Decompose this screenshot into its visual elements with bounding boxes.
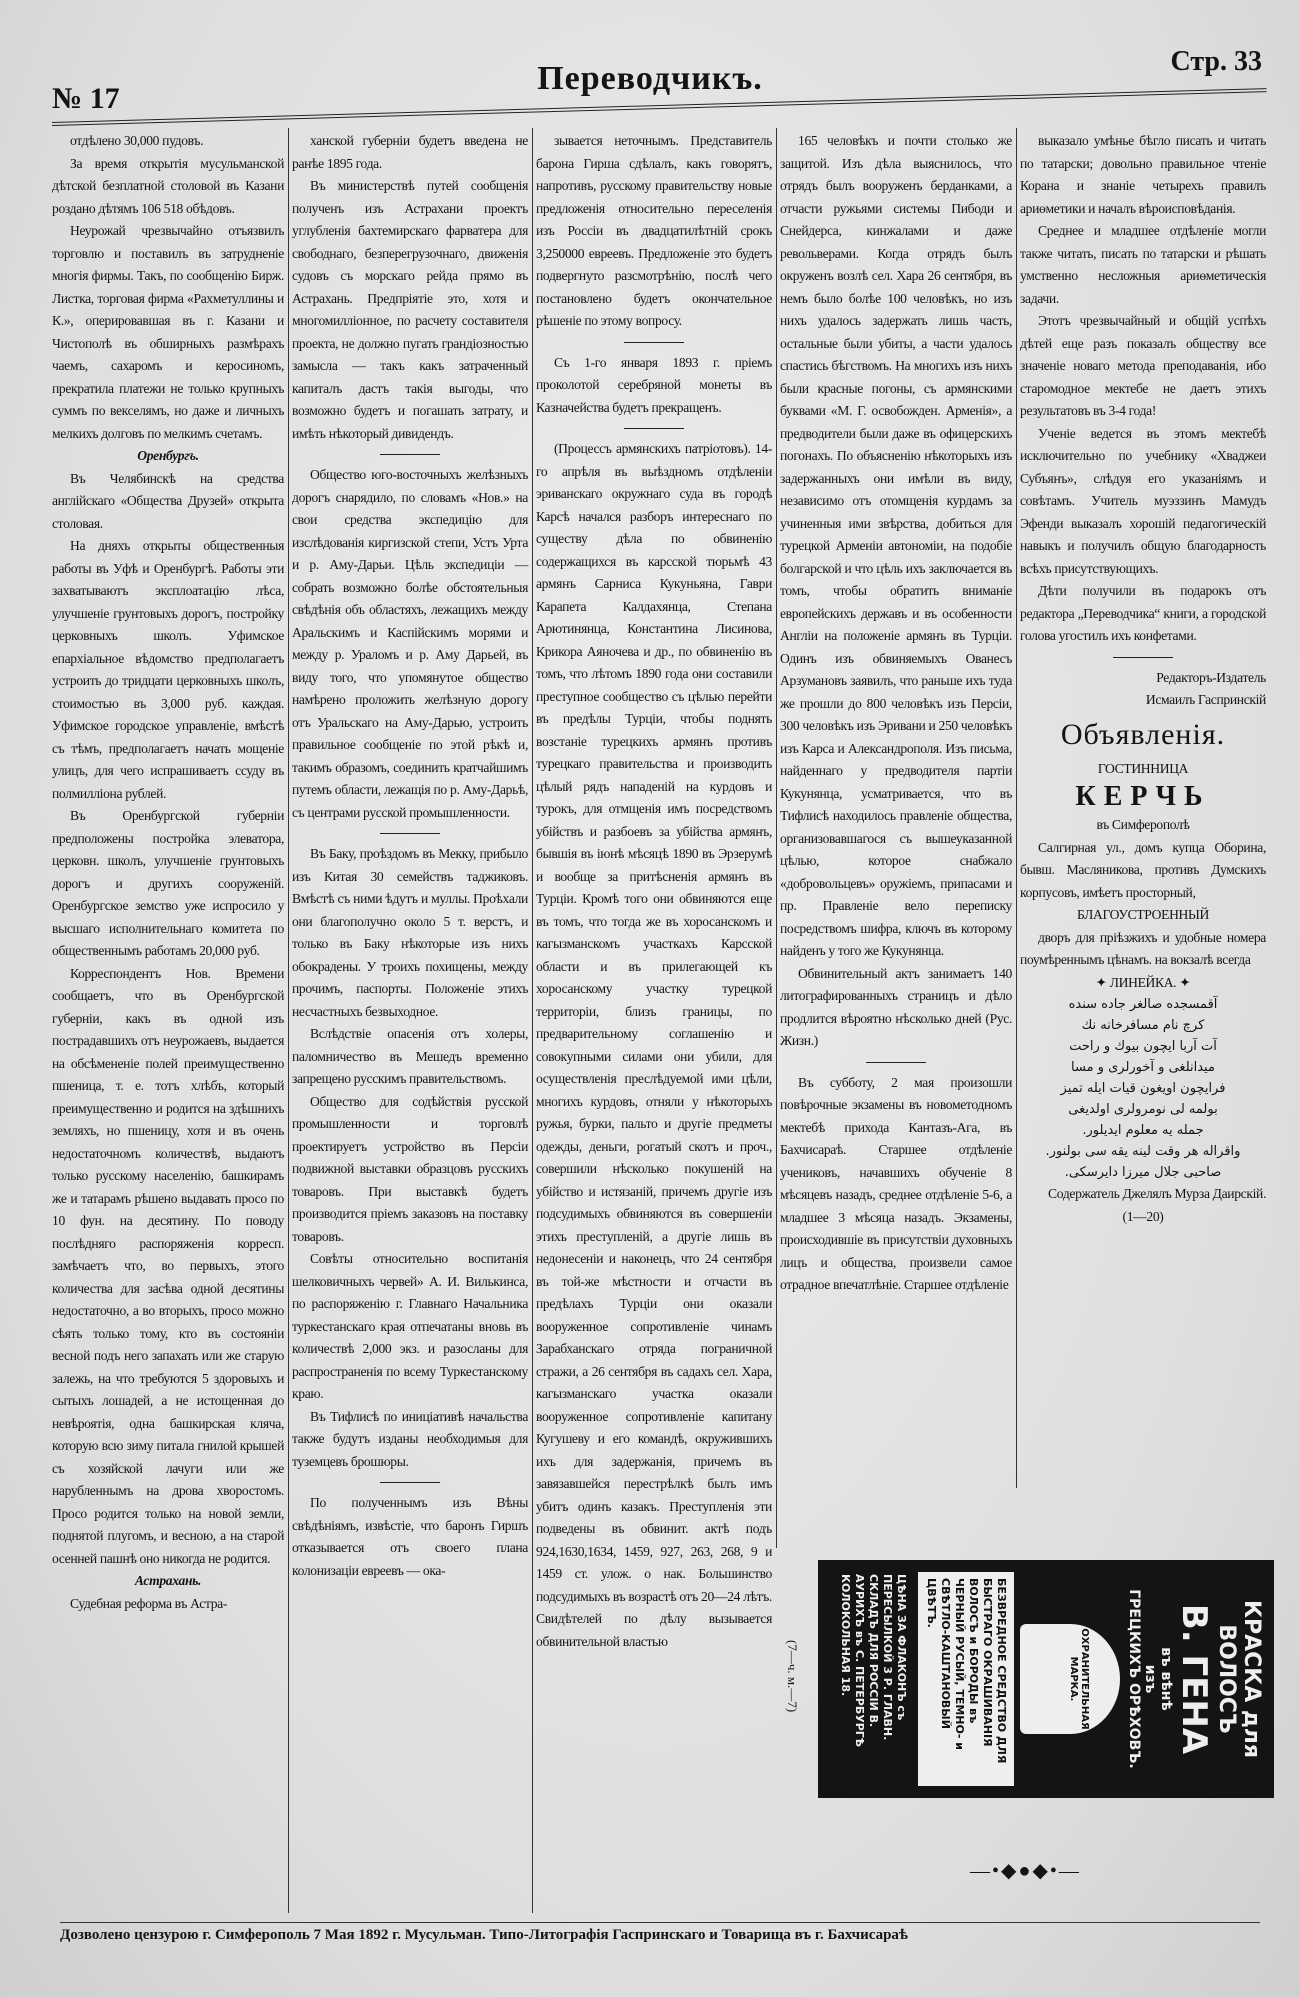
text-block: Въ субботу, 2 мая произошли повѣрочные экзамены въ новометодномъ мектебѣ прихода Кантазъ-Ага, въ Бахчисараѣ. Старшее отдѣленіе учениковъ, начавшихъ обученіе 8 мѣсяцевъ назадъ, среднее отдѣленіе 5-6, а младшее 3 мѣсяца назадъ. Экзамены, происходившіе въ присутствіи духовныхъ лицъ и общества, произвели самое отрадное впечатлѣніе. Старшее отдѣленіе <box>780 1074 1012 1292</box>
ornament-divider: —•◆●◆•— <box>970 1860 1081 1882</box>
ad-nuts: ГРЕЦКИХЪ ОРѢХОВЪ. <box>1126 1589 1142 1769</box>
article-separator <box>380 833 440 834</box>
text-block: Въ Оренбургской губерніи предположены постройка элеватора, церковн. школъ, улучшеніе грунтовыхъ дорогъ и другихъ сооруженій. Оренбургское земство уже испросило у высшаго исполнительнаго комитета по общественнымъ работамъ 20,000 руб. <box>52 808 284 958</box>
text-block: Обвинительный актъ занимаетъ 140 литографированныхъ страницъ и дѣло продлится вѣроятно нѣсколько дней (Рус. Жизн.) <box>780 965 1012 1048</box>
article-separator <box>624 428 684 429</box>
text-block: کرچ نام مسافرخانه نك <box>1081 1018 1205 1033</box>
text-block: Салгирная ул., домъ купца Оборина, бывш. Масляникова, противъ Думскихъ корпусовъ, имѣетъ просторный, <box>1020 839 1266 900</box>
section-heading: Астрахань. <box>134 1573 202 1588</box>
masthead: Переводчикъ. <box>537 60 763 97</box>
article-separator <box>380 1482 440 1483</box>
text-block: آقمسجده صالغر جاده سنده <box>1068 997 1218 1012</box>
section-heading: Оренбургъ. <box>137 448 199 463</box>
text-block: Общество юго-восточныхъ желѣзныхъ дорогъ снарядило, по словамъ «Нов.» на свои средства экспедицію для изслѣдованія киргизской степи, Устъ Урта и р. Аму-Дарьи. Цѣль экспедиціи — собрать возможно болѣе обстоятельныя свѣдѣнія объ областяхъ, лежащихъ между Аральскимъ и Каспійскимъ морями и между р. Ураломъ и р. Аму Дарьей, въ виду того, что упомянутое общество намѣрено проложить желѣзную дорогу отъ Уральскаго на Аму-Дарью, устроить правильное сообщеніе по этой рѣкѣ и, такимъ образомъ, соединить кратчайшимъ путемъ области, лежащія по р. Аму-Дарьѣ, съ центрами русской промышленности. <box>292 467 528 820</box>
advertisements-heading: Объявленія. <box>1060 717 1226 751</box>
text-block: ханской губерніи будетъ введена не ранѣе 1895 года. <box>292 133 528 171</box>
text-block: Этотъ чрезвычайный и общій успѣхъ дѣтей еще разъ показалъ обществу все значеніе новаго метода преподаванія, ибо старомодное мектебе не даетъ этихъ результатовъ въ 3-4 года! <box>1020 313 1266 418</box>
text-block: Въ Челябинскѣ на средства англійскаго «Общества Друзей» открыта столовая. <box>52 470 284 531</box>
column-divider <box>776 128 777 1548</box>
column-divider <box>288 128 289 1913</box>
text-block: بولمه لى نومرولرى اولديغى <box>1068 1102 1218 1117</box>
ad-code: (7—ч. м.—7) <box>785 1640 800 1713</box>
text-block: Среднее и младшее отдѣленіе могли также читать, писать по татарски и рѣшать умственно несложныя ариѳметическія задачи. <box>1020 223 1266 306</box>
text-block: Ученіе ведется въ этомъ мектебѣ исключительно по учебнику «Хваджеи Субъянъ», слѣдуя его указаніямъ и совѣтамъ. Учитель муэззинъ Мамудъ Эфенди выказалъ хорошій педагогическій навыкъ и получилъ общую благодарность всѣхъ присутствующихъ. <box>1020 425 1266 576</box>
text-block: جمله يه معلوم ايديلور. <box>1082 1123 1204 1138</box>
text-block: Совѣты относительно воспитанія шелковичныхъ червей» А. И. Вилькинса, по распоряженію г. Главнаго Начальника туркестанскаго края отпечатаны вновь въ количествѣ 2,000 экз. и разосланы для распространенія по всему Туркестанскому краю. <box>292 1251 528 1401</box>
column-2 <box>292 130 528 1582</box>
column-1 <box>52 130 284 1615</box>
text-block: Исмаилъ Гаспринскій <box>1145 692 1266 707</box>
ad-from: изъ <box>1142 1664 1158 1694</box>
text-block: ميدانلغى و آخورلرى و مسا <box>1071 1060 1215 1075</box>
text-block: Редакторъ-Издатель <box>1156 669 1266 685</box>
column-4 <box>780 130 1012 1297</box>
ad-brand: В. ГЕНА <box>1174 1603 1214 1755</box>
text-block: выказало умѣнье бѣгло писать и читать по татарски; довольно правильное чтеніе Корана и знаніе четырехъ правилъ ариѳметики и началъ вѣроисповѣданія. <box>1020 133 1266 216</box>
text-block: въ Симферополѣ <box>1096 817 1190 832</box>
text-block: КЕРЧЬ <box>1075 781 1211 812</box>
text-block: 165 человѣкъ и почти столько же защитой. Изъ дѣла выяснилось, что отрядъ былъ вооруженъ берданками, а отчасти ружьями системы Пибоди и Снейдерса, кинжалами и даже револьверами. Когда отрядъ былъ окруженъ возлѣ сел. Хара 26 сентября, въ немъ было болѣе 100 человѣкъ, но изъ нихъ удалось задержать лишь часть, остальные были убиты, а части удалось спастись бѣгствомъ. На многихъ изъ нихъ были красные погоны, съ армянскими буквами «М. Г. освобожден. Арменія», а предводители были даже въ офицерскихъ погонахъ. По объясненію нѣкоторыхъ изъ задержанныхъ они имѣли въ виду, независимо отъ отомщенія курдамъ за учиненныя ими звѣрства, добиться для турецкой Арменіи автономіи, на подобіе болгарской и что цѣль ихъ заключается въ томъ, чтобы обратить вниманіе европейскихъ державъ и въ особенности Англіи на положеніе армянъ въ Турціи. Одинъ изъ обвиняемыхъ Ованесъ Арзумановъ заявилъ, что раньше ихъ туда же прошли до 800 человѣкъ изъ Персіи, 300 человѣкъ изъ Эривани и 250 человѣкъ изъ Карса и Александрополя. Изъ письма, найденнаго у предводителя партіи Кукунянца, усматривается, что въ Тифлисѣ находилось правленіе общества, организовавшагося съ вышеуказанной цѣлью, которое снабжало «добровольцевъ» оружіемъ, припасами и пр. Правленіе вело переписку посредствомъ шифра, ключъ въ которому найденъ у того же Кукунянца. <box>780 133 1012 958</box>
text-block: Неурожай чрезвычайно отъязвилъ торговлю и поставилъ въ затрудненіе многія фирмы. Такъ, по сообщенію Бирж. Листка, торговая фирма «Рахметуллины и К.», оперировавшая въ г. Казани и Чистополѣ въ обширныхъ размѣрахъ чаемъ, сахаромъ и керосиномъ, прекратила платежи не только крупныхъ суммъ по векселямъ, но даже и личныхъ мелкихъ долговъ по мелкимъ счетамъ. <box>52 223 284 441</box>
ad-price: ЦѢНА ЗА ФЛАКОНЪ съ ПЕРЕСЫЛКОЙ 3 Р. ГЛАВН. СКЛАДЪ ДЛЯ РОССІИ В. АУРИХЪ въ С. ПЕТЕРБУРГѢ КОЛОКОЛЬНАЯ 18. <box>839 1574 908 1748</box>
text-block: ГОСТИННИЦА <box>1097 760 1189 776</box>
ad-title: КРАСКА для ВОЛОСЪ <box>1214 1600 1264 1758</box>
column-divider <box>1016 128 1017 1488</box>
article-separator <box>624 342 684 343</box>
trademark-emblem <box>1020 1624 1120 1734</box>
text-block: آت آربا ايچون بيوك و راحت <box>1069 1039 1217 1054</box>
text-block: зывается неточнымъ. Представитель барона Гирша сдѣлалъ, какъ говорятъ, напротивъ, русскому правительству новые предложенія относительно переселенія изъ Россіи въ двадцатилѣтній срокъ 3,250000 евреевъ. Предложеніе это будетъ подвергнуто разсмотрѣнію, послѣ чего постановлено будетъ окончательное рѣшеніе по этому вопросу. <box>536 133 772 328</box>
column-5 <box>1020 130 1266 1228</box>
column-divider <box>532 128 533 1913</box>
article-separator <box>866 1062 926 1063</box>
text-block: Содержатель Джелялъ Мурза Даирскій. <box>1048 1186 1266 1201</box>
text-block: отдѣлено 30,000 пудовъ. <box>70 133 204 148</box>
article-separator <box>380 454 440 455</box>
text-block: Общество для содѣйствія русской промышленности и торговлѣ проектируетъ устройство въ Персіи подвижной выставки образцовъ русскихъ товаровъ. При выставкѣ будетъ производится пріемъ заказовъ на поставку товаровъ. <box>292 1093 528 1244</box>
text-block: Въ Тифлисѣ по иниціативѣ начальства также будутъ изданы необходимыя для туземцевъ брошюры. <box>292 1408 528 1469</box>
text-block: Судебная реформа въ Астра- <box>70 1595 228 1611</box>
ad-description: БЕЗВРЕДНОЕ СРЕДСТВО ДЛЯ БЫСТРАГО ОКРАШИВАНІЯ ВОЛОСЪ и БОРОДЫ въ ЧЕРНЫЙ РУСЫЙ, ТЕМНО- и СВѢТЛО-КАШТАНОВЫЙ ЦВѢТЪ. <box>918 1572 1014 1786</box>
text-block: (1—20) <box>1122 1208 1164 1224</box>
censor-footer: Дозволено цензурою г. Симферополь 7 Мая 1892 г. Мусульман. Типо-Литографія Гаспринскаго и Товарища въ г. Бахчисараѣ <box>60 1922 1260 1944</box>
text-block: صاحبى جلال ميرزا دايرسكى. <box>1064 1165 1222 1180</box>
text-block: (Процессъ армянскихъ патріотовъ). 14-го апрѣля въ выѣздномъ отдѣленіи эриванскаго окружнаго суда въ городѣ Карсѣ начался разборъ интереснаго по существу дѣла по обвиненію содержащихся въ карсской тюрьмѣ 43 армянъ Сарниса Кукуньяна, Гаври Карапета Калдахянца, Степана Арютинянца, Константина Лисинова, Крикора Аяночева и др., по обвиненію въ томъ, что лѣтомъ 1890 года они составили преступное сообщество съ цѣлью перейти въ предѣлы Турціи, чтобы поднять возстаніе турецкихъ армянъ противъ турецкаго правительства и производить цѣлый рядъ нападеній на курдовъ и турокъ, для отмщенія имъ посредствомъ убійствъ и разбоевъ за убійства армянъ, бывшія въ іюнѣ мѣсяцѣ 1890 въ Эрзерумѣ и вообще за притѣсненія армянъ въ Турціи. Кромѣ того они обвиняются еще въ томъ, что тогда же въ хоросанскомъ и кагызманскомъ участкахъ Карсской области и въ прилегающей къ хоросанскому участку турецкой территоріи, близъ границы, по предварительному соглашенію и совокупными силами они убили, для осуществленія преслѣдуемой ими цѣли, многихъ курдовъ, отняли у нѣкоторыхъ ружья, бурки, пальто и другіе предметы одежды, деньги, рогатый скотъ и проч., совершили нѣсколько покушеній на убійство и истязаній, причемъ другіе изъ подсудимыхъ обвиняются въ совершеніи этихъ преступленій, а другіе лишь въ недонесеніи и наконецъ, что 24 сентября въ той-же мѣстности и отчасти въ предѣлахъ Турціи они оказали вооруженное сопротивленіе чинамъ Зарабханскаго отряда пограничной стражи, а 26 сентября въ садахъ сел. Хара, кагызманскаго участка оказали вооруженное сопротивленіе капитану Кугушеву и его командѣ, окружившихъ ихъ для задержанія, причемъ въ завязавшейся перестрѣлкѣ былъ имъ убитъ одинъ казакъ. Преступленія эти подведены въ обвинит. актѣ подъ 924,1630,1634, 1459, 927, 263, 268, 9 и 1459 ст. улож. о нак. Большинство подсудимыхъ въ возрастѣ отъ 20—24 лѣтъ. Свидѣтелей по дѣлу вызывается обвинительной властью <box>536 441 772 1649</box>
text-block: дворъ для пріѣзжихъ и удобные номера поумѣреннымъ цѣнамъ. на вокзалѣ всегда <box>1020 929 1266 967</box>
text-block: واقراله هر وقت لينه يقه سى بولنور. <box>1045 1144 1241 1159</box>
issue-number: № 17 <box>52 82 120 115</box>
text-block: По полученнымъ изъ Вѣны свѣдѣніямъ, извѣстіе, что баронъ Гиршъ отказывается отъ своего плана колонизаціи евреевъ — ока- <box>292 1495 528 1578</box>
text-block: ✦ ЛИНЕЙКА. ✦ <box>1095 974 1191 990</box>
ad-mark-label: ОХРАНИТЕЛЬНАЯ МАРКА. <box>1068 1628 1090 1730</box>
page-number: Стр. 33 <box>1170 46 1262 77</box>
article-separator <box>1113 657 1173 658</box>
text-block: Корреспондентъ Нов. Времени сообщаетъ, что въ Оренбургской губерніи, какъ въ одной изъ пострадавшихъ отъ неурожаевъ, выдается на обсѣмененіе полей преимущественно пшеница, т. е. тотъ хлѣбъ, который преимущественно и родится на здѣшнихъ земляхъ, но пшеницу, хотя и въ очень недостаточномъ количествѣ, выдаютъ только русскому населенію, башкирамъ же и татарамъ рѣшено выдавать просо по 10 фун. на десятину. По поводу послѣдняго распоряженія корресп. замѣчаетъ что, во первыхъ, этого количества для засѣва одной десятины недостаточно, а во вторыхъ, просо можно сѣять только тому, кто въ состояніи весной подъ него запахать или же старую залежь, на что требуются 5 здоровыхъ и сытыхъ лошадей, а не истощенная до невѣроятія, одна башкирская кляча, которую всю зиму питала гнилой крышей съ хозяйской лачуги или же нарубленнымъ на дрова хворостомъ. Просо родится только на новой земли, поднятой плугомъ, и весною, а на старой осенней пашнѣ оно никогда не родится. <box>52 965 284 1566</box>
text-block: فرايچون اويغون قيات ايله تميز <box>1060 1081 1226 1096</box>
text-block: На дняхъ открыты общественныя работы въ Уфѣ и Оренбургѣ. Работы эти захватываютъ эксплоатацію лѣса, улучшеніе грунтовыхъ дорогъ, постройку церковныхъ школъ. Уфимское епархіальное вѣдомство предполагаетъ устроить до тридцати церковныхъ школъ, стоимостью въ 3,000 руб. каждая. Уфимское городское управленіе, вмѣстѣ съ тѣмъ, предполагаетъ начать мощеніе улицъ, для чего испрашиваетъ ссуду въ полмилліона рублей. <box>52 538 284 801</box>
hair-dye-advertisement <box>818 1560 1274 1798</box>
text-block: Дѣти получили въ подарокъ отъ редактора „Переводчика“ книги, а городской голова угостилъ ихъ конфетами. <box>1020 583 1266 643</box>
text-block: Съ 1-го января 1893 г. пріемъ проколотой серебряной монеты въ Казначейства будетъ прекращенъ. <box>536 354 772 415</box>
text-block: БЛАГОУСТРОЕННЫЙ <box>1077 907 1209 922</box>
text-block: За время открытія мусульманской дѣтской безплатной столовой въ Казани роздано дѣтямъ 106 518 обѣдовъ. <box>52 155 284 216</box>
ad-city: въ вѣнѣ <box>1158 1647 1174 1711</box>
text-block: Вслѣдствіе опасенія отъ холеры, паломничество въ Мешедъ временно запрещено русскимъ правительствомъ. <box>292 1026 528 1086</box>
column-3 <box>536 130 772 1653</box>
text-block: Въ Баку, проѣздомъ въ Мекку, прибыло изъ Китая 30 семействъ таджиковъ. Вмѣстѣ съ ними ѣдутъ и муллы. Проѣхали они благополучно около 5 т. верстъ, и только въ Баку нѣкоторые изъ нихъ обокрадены. У троихъ похищены, между прочимъ, паспорты. Положеніе этихъ несчастныхъ безвыходное. <box>292 846 528 1019</box>
text-block: Въ министерствѣ путей сообщенія полученъ изъ Астрахани проектъ углубленія бахтемирскаго фарватера для свободнаго, безперегрузочнаго, движенія судовъ съ морскаго рейда прямо въ Астрахань. Предпріятіе это, хотя и многомилліонное, по расчету составителя проекта, не должно пугать грандіозностью замысла — такъ какъ затраченный капиталъ дастъ такія выгоды, что возможно будетъ и погашать затрату, и имѣть нѣкоторый дивидендъ. <box>292 178 528 441</box>
